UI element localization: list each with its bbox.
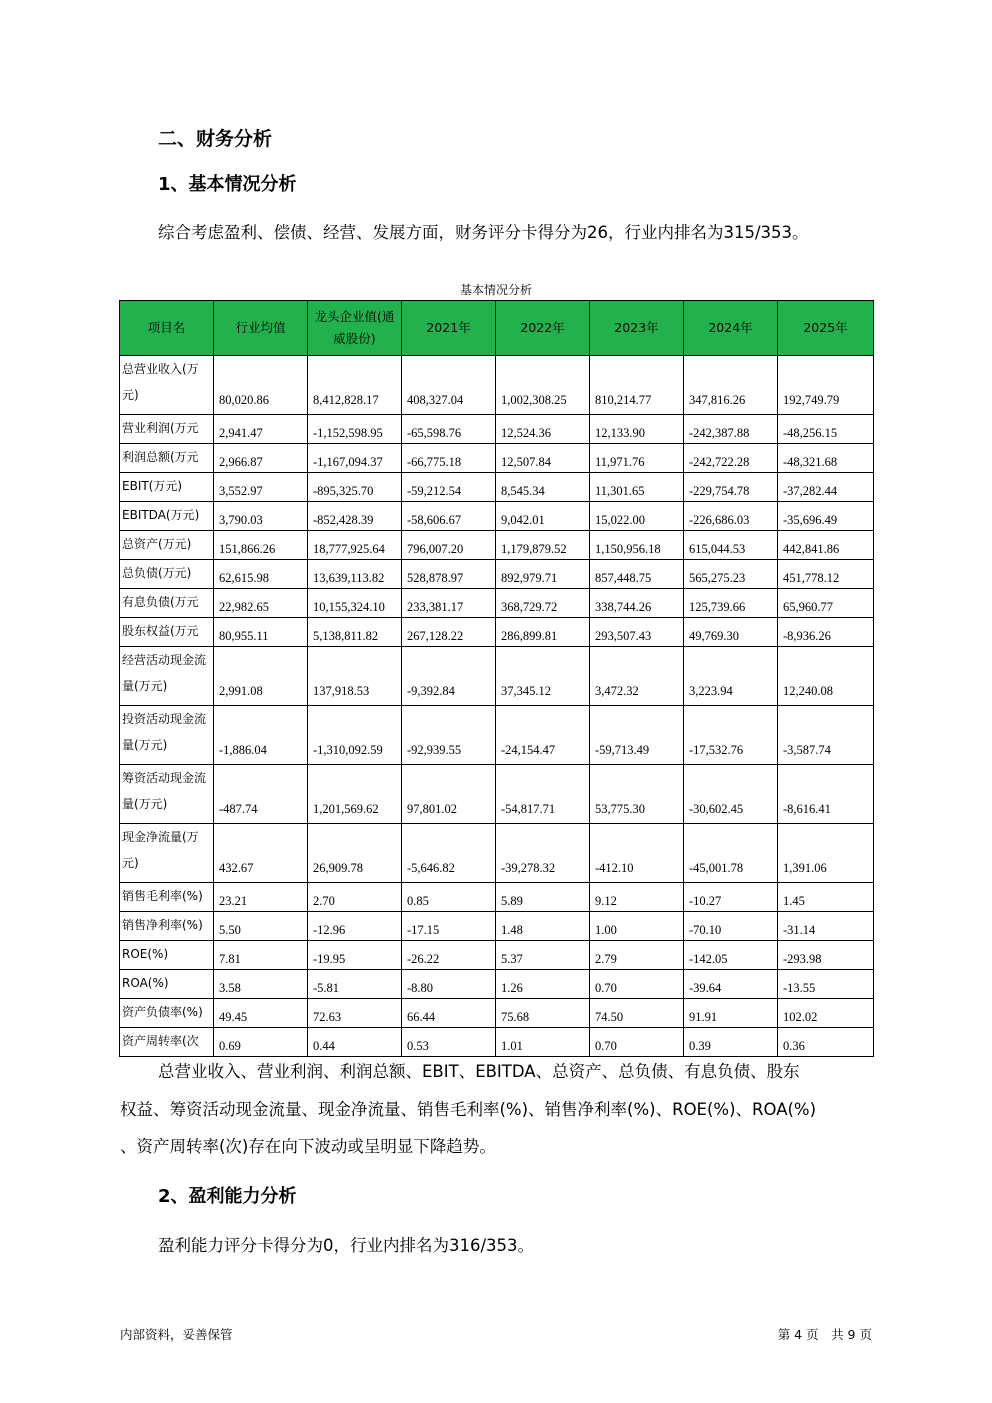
table-cell: -54,817.71: [496, 765, 590, 824]
table-cell: 0.39: [684, 1028, 778, 1057]
table-cell: 286,899.81: [496, 618, 590, 647]
table-cell: 3,790.03: [214, 502, 308, 531]
section-title: 二、财务分析: [158, 128, 273, 150]
table-row: [120, 970, 874, 999]
trend-paragraph-line3: 、资产周转率(次)存在向下波动或呈明显下降趋势。: [120, 1137, 496, 1156]
table-header-row: [120, 301, 874, 356]
table-cell: -10.27: [684, 883, 778, 912]
trend-paragraph-line1: 总营业收入、营业利润、利润总额、EBIT、EBITDA、总资产、总负债、有息负债、股东: [158, 1062, 800, 1081]
table-cell: 66.44: [402, 999, 496, 1028]
table-cell: 74.50: [590, 999, 684, 1028]
table-row: [120, 941, 874, 970]
table-cell: 72.63: [308, 999, 402, 1028]
table-cell: -17,532.76: [684, 706, 778, 765]
table-cell: -226,686.03: [684, 502, 778, 531]
table-cell: -35,696.49: [778, 502, 874, 531]
table-cell: 2.70: [308, 883, 402, 912]
table-cell: -39,278.32: [496, 824, 590, 883]
table-cell: 3,223.94: [684, 647, 778, 706]
table-cell: 528,878.97: [402, 560, 496, 589]
table-cell: 615,044.53: [684, 531, 778, 560]
table-cell: -59,212.54: [402, 473, 496, 502]
table-cell: 0.70: [590, 1028, 684, 1057]
table-cell: 1,179,879.52: [496, 531, 590, 560]
table-cell: 442,841.86: [778, 531, 874, 560]
table-cell: 0.44: [308, 1028, 402, 1057]
table-cell: 233,381.17: [402, 589, 496, 618]
table-row: [120, 765, 874, 824]
table-cell: -487.74: [214, 765, 308, 824]
table-cell: -9,392.84: [402, 647, 496, 706]
footer-page-number: 第 4 页 共 9 页: [777, 1327, 872, 1342]
table-cell: 102.02: [778, 999, 874, 1028]
table-cell: -142.05: [684, 941, 778, 970]
table-cell: 13,639,113.82: [308, 560, 402, 589]
table-cell: 0.85: [402, 883, 496, 912]
table-cell: 8,545.34: [496, 473, 590, 502]
table-cell: 15,022.00: [590, 502, 684, 531]
row-label: 总营业收入(万元): [120, 356, 214, 415]
table-cell: -8.80: [402, 970, 496, 999]
table-body: [120, 356, 874, 1057]
table-cell: -58,606.67: [402, 502, 496, 531]
row-label: 有息负债(万元: [120, 589, 214, 618]
table-cell: -293.98: [778, 941, 874, 970]
table-row: [120, 356, 874, 415]
table-cell: 5.37: [496, 941, 590, 970]
table-cell: 857,448.75: [590, 560, 684, 589]
table-row: [120, 1028, 874, 1057]
row-label: EBIT(万元): [120, 473, 214, 502]
table-cell: 1,002,308.25: [496, 356, 590, 415]
table-row: [120, 415, 874, 444]
table-cell: -92,939.55: [402, 706, 496, 765]
table-cell: -31.14: [778, 912, 874, 941]
table-cell: -5.81: [308, 970, 402, 999]
table-cell: 5,138,811.82: [308, 618, 402, 647]
table-row: [120, 999, 874, 1028]
table-cell: 91.91: [684, 999, 778, 1028]
row-label: ROE(%): [120, 941, 214, 970]
table-cell: 97,801.02: [402, 765, 496, 824]
table-cell: 0.69: [214, 1028, 308, 1057]
column-header: 龙头企业值(通威股份): [308, 301, 402, 356]
table-cell: 5.50: [214, 912, 308, 941]
column-header: 2022年: [496, 301, 590, 356]
row-label: 资产负债率(%): [120, 999, 214, 1028]
table-cell: 0.53: [402, 1028, 496, 1057]
table-cell: 151,866.26: [214, 531, 308, 560]
table-cell: -242,387.88: [684, 415, 778, 444]
table-cell: 1.01: [496, 1028, 590, 1057]
table-cell: 408,327.04: [402, 356, 496, 415]
table-cell: -1,886.04: [214, 706, 308, 765]
table-cell: -48,321.68: [778, 444, 874, 473]
table-cell: 137,918.53: [308, 647, 402, 706]
table-cell: 7.81: [214, 941, 308, 970]
table-cell: -1,310,092.59: [308, 706, 402, 765]
table-row: [120, 473, 874, 502]
table-row: [120, 502, 874, 531]
table-row: [120, 589, 874, 618]
table-cell: 65,960.77: [778, 589, 874, 618]
row-label: EBITDA(万元): [120, 502, 214, 531]
column-header: 2021年: [402, 301, 496, 356]
table-cell: -1,167,094.37: [308, 444, 402, 473]
table-cell: -30,602.45: [684, 765, 778, 824]
table-cell: 1.26: [496, 970, 590, 999]
table-cell: 810,214.77: [590, 356, 684, 415]
table-cell: -59,713.49: [590, 706, 684, 765]
column-header: 项目名: [120, 301, 214, 356]
table-cell: 1,201,569.62: [308, 765, 402, 824]
table-cell: 192,749.79: [778, 356, 874, 415]
table-cell: 1.48: [496, 912, 590, 941]
table-cell: 22,982.65: [214, 589, 308, 618]
column-header: 行业均值: [214, 301, 308, 356]
table-cell: -17.15: [402, 912, 496, 941]
row-label: 利润总额(万元: [120, 444, 214, 473]
table-caption: 基本情况分析: [459, 283, 532, 297]
trend-paragraph-line2: 权益、筹资活动现金流量、现金净流量、销售毛利率(%)、销售净利率(%)、ROE(%)、ROA(%): [120, 1100, 817, 1119]
row-label: 营业利润(万元: [120, 415, 214, 444]
table-row: [120, 912, 874, 941]
table-cell: -12.96: [308, 912, 402, 941]
table-cell: 3.58: [214, 970, 308, 999]
table-cell: 12,524.36: [496, 415, 590, 444]
table-cell: 2,941.47: [214, 415, 308, 444]
row-label: 现金净流量(万元): [120, 824, 214, 883]
row-label: 资产周转率(次: [120, 1028, 214, 1057]
table-cell: 12,240.08: [778, 647, 874, 706]
row-label: 总资产(万元): [120, 531, 214, 560]
table-cell: -19.95: [308, 941, 402, 970]
column-header: 2023年: [590, 301, 684, 356]
table-cell: -8,616.41: [778, 765, 874, 824]
table-cell: 80,020.86: [214, 356, 308, 415]
table-row: [120, 883, 874, 912]
table-cell: 796,007.20: [402, 531, 496, 560]
table-row: [120, 618, 874, 647]
table-cell: -24,154.47: [496, 706, 590, 765]
table-cell: -5,646.82: [402, 824, 496, 883]
table-cell: 368,729.72: [496, 589, 590, 618]
table-cell: -412.10: [590, 824, 684, 883]
table-cell: 75.68: [496, 999, 590, 1028]
table-cell: -852,428.39: [308, 502, 402, 531]
table-cell: 2,991.08: [214, 647, 308, 706]
table-cell: 18,777,925.64: [308, 531, 402, 560]
table-cell: 10,155,324.10: [308, 589, 402, 618]
subsection-title-basic: 1、基本情况分析: [158, 174, 297, 195]
summary-paragraph: 综合考虑盈利、偿债、经营、发展方面，财务评分卡得分为26，行业内排名为315/353。: [158, 223, 809, 242]
table-cell: 125,739.66: [684, 589, 778, 618]
table-cell: 53,775.30: [590, 765, 684, 824]
table-cell: 1.45: [778, 883, 874, 912]
table-cell: -13.55: [778, 970, 874, 999]
table-cell: 2.79: [590, 941, 684, 970]
row-label: 销售毛利率(%): [120, 883, 214, 912]
table-cell: 1,150,956.18: [590, 531, 684, 560]
table-cell: 9,042.01: [496, 502, 590, 531]
row-label: 销售净利率(%): [120, 912, 214, 941]
table-cell: -66,775.18: [402, 444, 496, 473]
table-cell: 49,769.30: [684, 618, 778, 647]
table-cell: -229,754.78: [684, 473, 778, 502]
table-cell: 12,507.84: [496, 444, 590, 473]
table-cell: 26,909.78: [308, 824, 402, 883]
footer-confidential: 内部资料，妥善保管: [120, 1327, 233, 1342]
table-cell: 8,412,828.17: [308, 356, 402, 415]
table-cell: -8,936.26: [778, 618, 874, 647]
table-cell: 338,744.26: [590, 589, 684, 618]
table-cell: 9.12: [590, 883, 684, 912]
table-cell: 62,615.98: [214, 560, 308, 589]
table-cell: 5.89: [496, 883, 590, 912]
table-cell: 23.21: [214, 883, 308, 912]
table-cell: 347,816.26: [684, 356, 778, 415]
row-label: 股东权益(万元: [120, 618, 214, 647]
table-cell: -70.10: [684, 912, 778, 941]
table-cell: -895,325.70: [308, 473, 402, 502]
table-row: [120, 560, 874, 589]
profit-paragraph: 盈利能力评分卡得分为0，行业内排名为316/353。: [158, 1236, 535, 1255]
table-cell: 565,275.23: [684, 560, 778, 589]
subsection-title-profit: 2、盈利能力分析: [158, 1186, 297, 1207]
table-cell: -48,256.15: [778, 415, 874, 444]
table-cell: -65,598.76: [402, 415, 496, 444]
table-cell: 293,507.43: [590, 618, 684, 647]
row-label: ROA(%): [120, 970, 214, 999]
table-cell: 3,472.32: [590, 647, 684, 706]
table-cell: 451,778.12: [778, 560, 874, 589]
financial-table: [119, 300, 874, 1057]
table-row: [120, 531, 874, 560]
table-cell: -1,152,598.95: [308, 415, 402, 444]
table-cell: -45,001.78: [684, 824, 778, 883]
table-row: [120, 444, 874, 473]
column-header: 2024年: [684, 301, 778, 356]
table-cell: -37,282.44: [778, 473, 874, 502]
row-label: 筹资活动现金流量(万元): [120, 765, 214, 824]
table-cell: -242,722.28: [684, 444, 778, 473]
table-row: [120, 706, 874, 765]
table-cell: 11,971.76: [590, 444, 684, 473]
table-cell: 80,955.11: [214, 618, 308, 647]
table-cell: 0.36: [778, 1028, 874, 1057]
column-header: 2025年: [778, 301, 874, 356]
row-label: 经营活动现金流量(万元): [120, 647, 214, 706]
table-cell: 11,301.65: [590, 473, 684, 502]
table-cell: 3,552.97: [214, 473, 308, 502]
row-label: 投资活动现金流量(万元): [120, 706, 214, 765]
table-cell: 1,391.06: [778, 824, 874, 883]
table-cell: 12,133.90: [590, 415, 684, 444]
table-cell: 892,979.71: [496, 560, 590, 589]
table-cell: -3,587.74: [778, 706, 874, 765]
table-cell: 49.45: [214, 999, 308, 1028]
table-cell: -26.22: [402, 941, 496, 970]
table-cell: 267,128.22: [402, 618, 496, 647]
table-cell: 2,966.87: [214, 444, 308, 473]
table-cell: 0.70: [590, 970, 684, 999]
table-row: [120, 824, 874, 883]
row-label: 总负债(万元): [120, 560, 214, 589]
table-row: [120, 647, 874, 706]
table-cell: -39.64: [684, 970, 778, 999]
table-cell: 37,345.12: [496, 647, 590, 706]
table-cell: 432.67: [214, 824, 308, 883]
table-cell: 1.00: [590, 912, 684, 941]
